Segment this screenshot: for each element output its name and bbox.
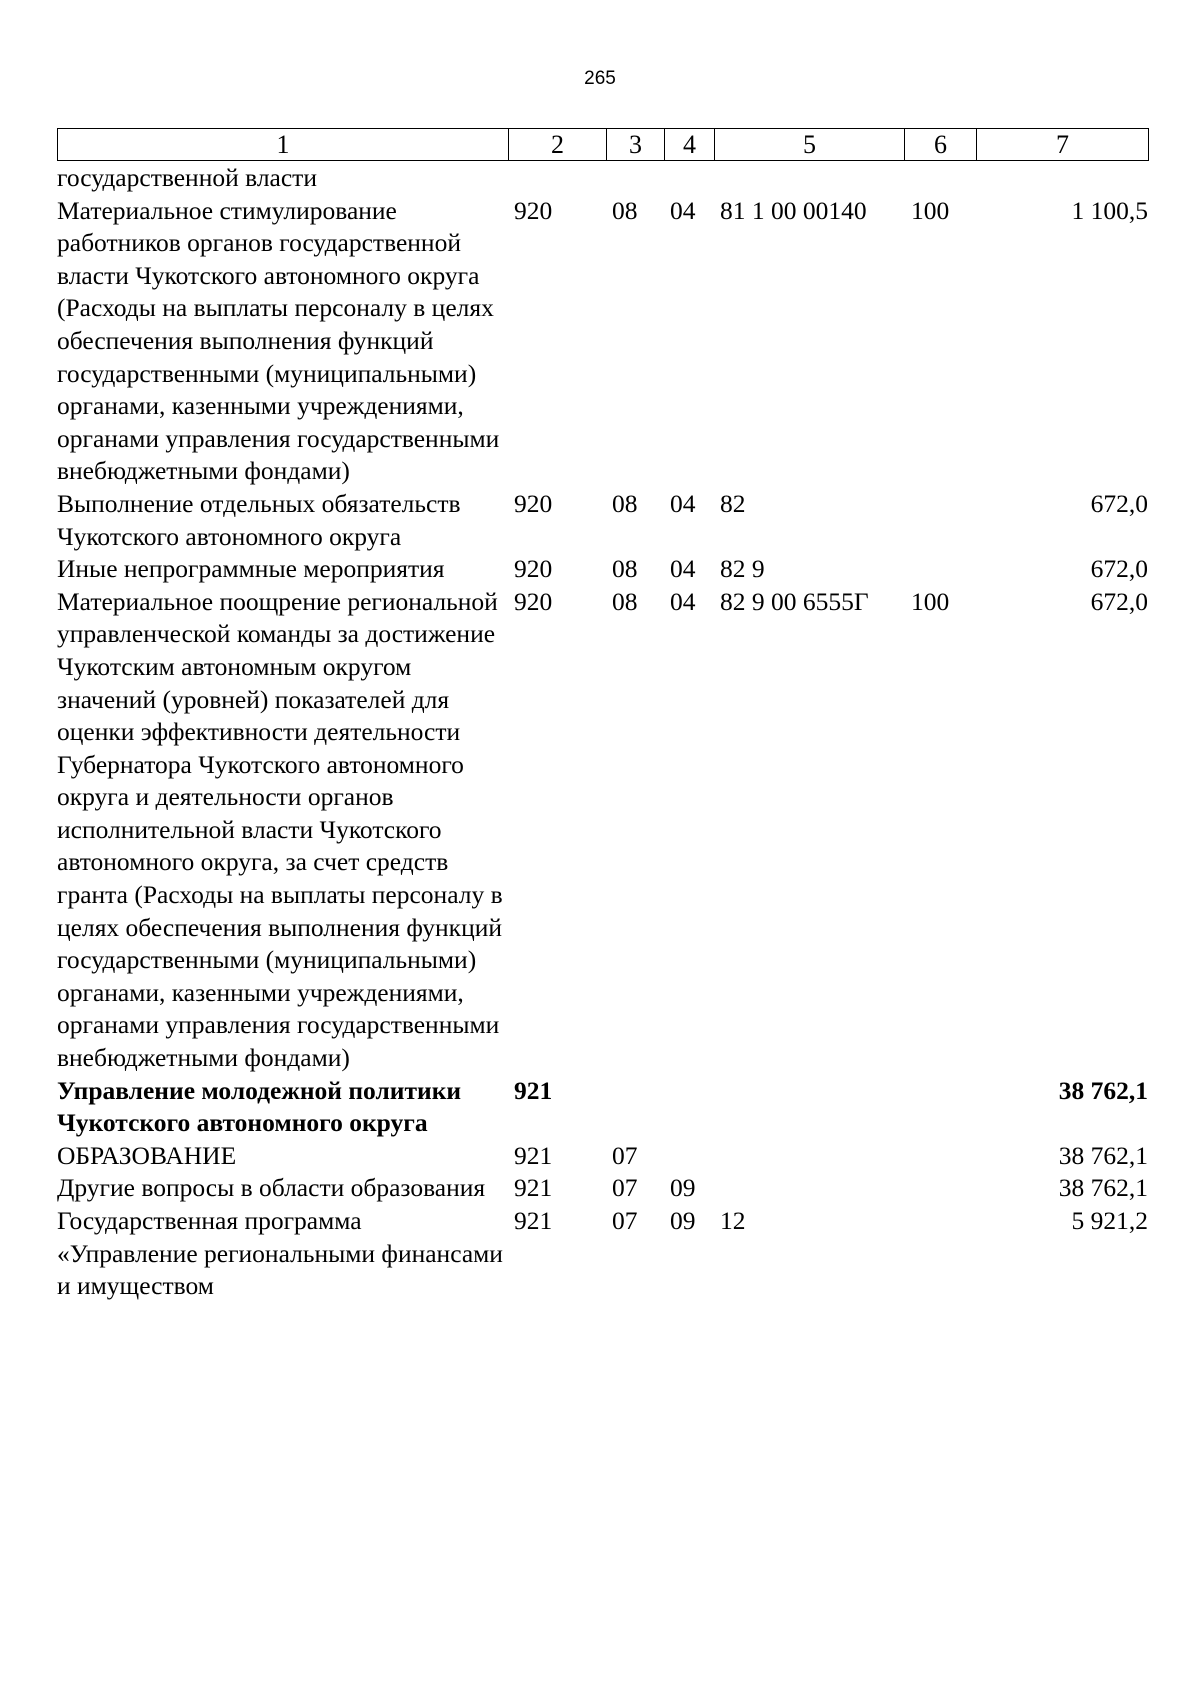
row-subsection-code: 04 <box>670 586 696 616</box>
row-amount: 1 100,5 <box>1071 195 1148 225</box>
table-rows <box>57 162 1148 1303</box>
row-expense-type-code <box>904 1205 976 1303</box>
row-name: Управление молодежной политики Чукотского автономного округа <box>57 1075 462 1138</box>
row-name: Другие вопросы в области образования <box>57 1173 486 1203</box>
row-department-code: 920 <box>514 195 553 225</box>
table-row <box>57 1172 1148 1205</box>
column-header-3: 3 <box>607 129 665 161</box>
row-amount: 5 921,2 <box>1071 1206 1148 1235</box>
row-name: Материальное стимулирование работников органов государственной власти Чукотского автономного округа (Расходы на выплаты персоналу в целях обеспечения выполнения функций государственными (муниципальными) органами, казенными учреждениями, органами управления государственными внебюджетными фондами) <box>57 195 500 486</box>
table-row <box>57 1140 1148 1173</box>
row-section-code: 07 <box>612 1140 638 1170</box>
row-subsection-code: 04 <box>670 488 696 518</box>
budget-table-body <box>57 162 1148 1303</box>
column-header-1: 1 <box>58 129 509 161</box>
row-target-article-code <box>714 162 904 195</box>
row-department-code: 921 <box>514 1173 553 1203</box>
row-amount: 38 762,1 <box>1058 1075 1148 1105</box>
table-row <box>57 586 1148 1075</box>
row-subsection-code <box>664 162 714 195</box>
row-section-code <box>606 1075 664 1140</box>
row-name: Выполнение отдельных обязательств Чукотского автономного округа <box>57 488 461 551</box>
table-row <box>57 1205 1148 1303</box>
column-header-2: 2 <box>509 129 607 161</box>
row-target-article-code: 82 <box>720 488 746 518</box>
table-row <box>57 1075 1148 1140</box>
row-section-code: 08 <box>612 554 638 584</box>
row-expense-type-code <box>904 1172 976 1205</box>
column-header-7: 7 <box>977 129 1149 161</box>
row-expense-type-code <box>904 162 976 195</box>
row-target-article-code: 82 9 00 6555Г <box>720 586 869 616</box>
row-name: Государственная программа «Управление региональными финансами и имуществом <box>57 1206 503 1301</box>
row-name: Материальное поощрение региональной управленческой команды за достижение Чукотским автономным округом значений (уровней) показателей для оценки эффективности деятельности Губернатора Чукотского автономного округа и деятельности органов исполнительной власти Чукотского автономного округа, за счет средств гранта (Расходы на выплаты персоналу в целях обеспечения выполнения функций государственными (муниципальными) органами, казенными учреждениями, органами управления государственными внебюджетными фондами) <box>57 586 503 1073</box>
row-department-code: 920 <box>514 488 553 518</box>
row-target-article-code: 81 1 00 00140 <box>720 195 867 225</box>
row-target-article-code <box>714 1172 904 1205</box>
row-section-code: 08 <box>612 488 638 518</box>
column-header-4: 4 <box>665 129 715 161</box>
row-subsection-code: 09 <box>670 1173 696 1203</box>
row-department-code: 920 <box>514 586 553 616</box>
row-expense-type-code: 100 <box>911 586 950 616</box>
row-subsection-code <box>664 1075 714 1140</box>
row-expense-type-code: 100 <box>911 195 950 225</box>
column-header-5: 5 <box>715 129 905 161</box>
row-amount: 672,0 <box>1090 488 1148 518</box>
row-name: государственной власти <box>57 163 317 192</box>
row-amount: 38 762,1 <box>1058 1140 1148 1170</box>
row-target-article-code: 12 <box>720 1206 746 1235</box>
row-target-article-code <box>714 1075 904 1140</box>
row-target-article-code: 82 9 <box>720 554 765 584</box>
row-name: ОБРАЗОВАНИЕ <box>57 1140 237 1170</box>
row-section-code: 07 <box>612 1173 638 1203</box>
row-expense-type-code <box>904 488 976 553</box>
row-section-code: 08 <box>612 195 638 225</box>
row-section-code: 07 <box>612 1206 638 1235</box>
row-amount <box>976 162 1148 195</box>
row-department-code: 921 <box>514 1075 553 1105</box>
row-department-code: 921 <box>514 1206 553 1235</box>
column-header-6: 6 <box>905 129 977 161</box>
page-number: 265 <box>584 68 616 89</box>
row-subsection-code: 04 <box>670 554 696 584</box>
row-expense-type-code <box>904 1140 976 1173</box>
row-expense-type-code <box>904 553 976 586</box>
column-header-table <box>57 128 1149 161</box>
row-amount: 38 762,1 <box>1058 1173 1148 1203</box>
row-expense-type-code <box>904 1075 976 1140</box>
row-section-code: 08 <box>612 586 638 616</box>
row-department-code: 920 <box>514 554 553 584</box>
row-subsection-code <box>664 1140 714 1173</box>
column-header-row <box>58 129 1149 161</box>
row-amount: 672,0 <box>1090 586 1148 616</box>
table-row <box>57 553 1148 586</box>
row-name: Иные непрограммные мероприятия <box>57 554 445 584</box>
row-subsection-code: 09 <box>670 1206 696 1235</box>
table-row <box>57 195 1148 488</box>
row-section-code <box>606 162 664 195</box>
row-target-article-code <box>714 1140 904 1173</box>
table-row <box>57 162 1148 195</box>
row-department-code: 921 <box>514 1140 553 1170</box>
row-amount: 672,0 <box>1090 554 1148 584</box>
row-department-code <box>508 162 606 195</box>
table-row <box>57 488 1148 553</box>
row-subsection-code: 04 <box>670 195 696 225</box>
